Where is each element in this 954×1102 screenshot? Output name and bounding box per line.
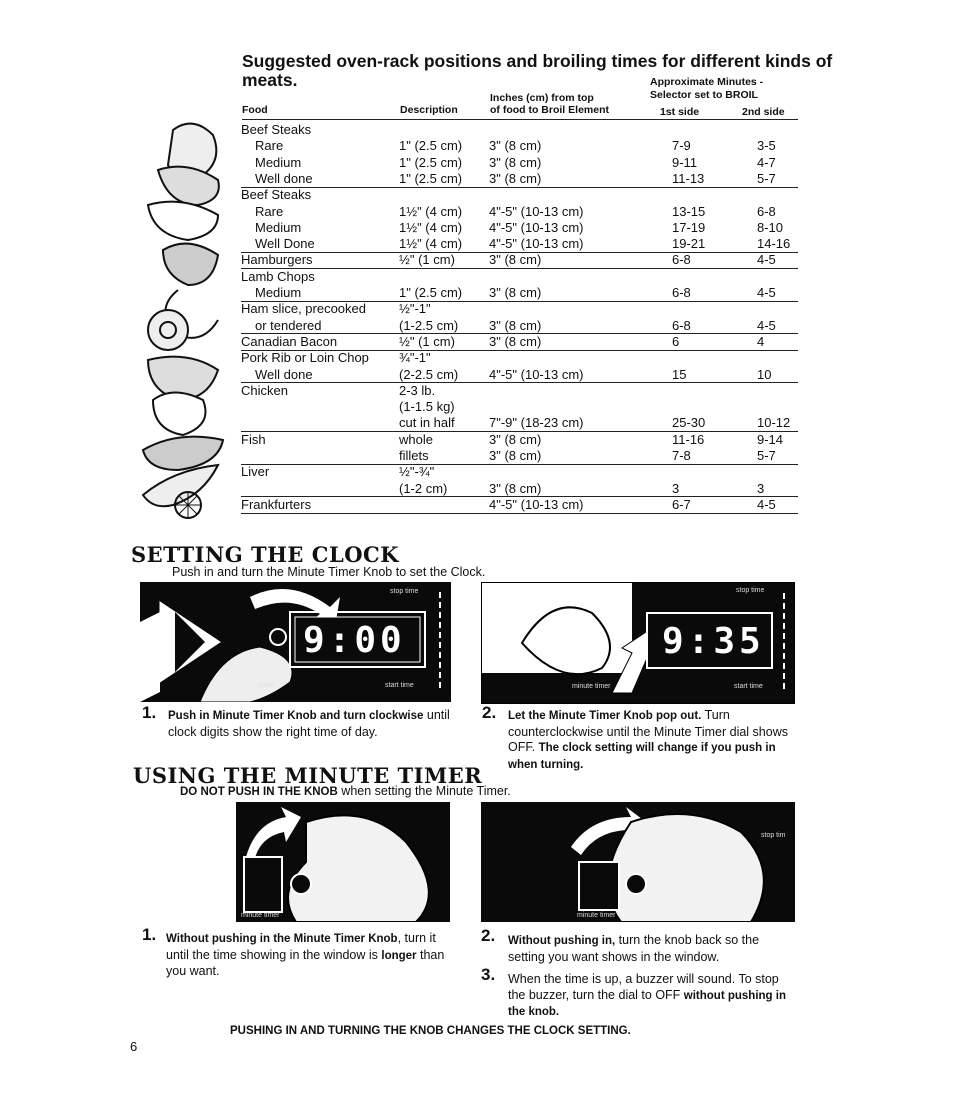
table-cell-inches: 3" (8 cm) — [489, 170, 542, 186]
table-cell-inches: 3" (8 cm) — [489, 333, 542, 349]
timer-label-1: timer — [258, 682, 274, 689]
table-cell-food: Lamb Chops — [241, 268, 315, 284]
table-cell-inches: 3" (8 cm) — [489, 252, 542, 268]
table-cell-second: 9-14 — [757, 431, 784, 447]
timer-step-1-text: Without pushing in the Minute Timer Knob, turn it until the time showing in the window is longer than you want. — [166, 931, 445, 978]
table-cell-desc: cut in half — [399, 415, 455, 431]
table-row-divider — [241, 268, 798, 269]
table-cell-desc: (2-2.5 cm) — [399, 366, 459, 382]
table-cell-food: Canadian Bacon — [241, 333, 338, 349]
table-cell-second: 3-5 — [757, 138, 776, 154]
stop-time-label-1: stop time — [390, 588, 419, 595]
col-inches-header-line1: Inches (cm) from top — [490, 92, 594, 104]
table-cell-second: 14-16 — [757, 236, 791, 252]
table-cell-second: 10-12 — [757, 415, 791, 431]
table-cell-first: 9-11 — [672, 154, 698, 170]
table-cell-first: 6-8 — [672, 317, 691, 333]
table-cell-food: Rare — [255, 138, 284, 154]
table-cell-second: 5-7 — [757, 448, 776, 463]
table-cell-inches: 7"-9" (18-23 cm) — [489, 415, 584, 431]
clock-display-1: 9:00 — [303, 620, 406, 661]
table-cell-desc: 1½" (4 cm) — [399, 219, 463, 235]
setting-clock-heading: SETTING THE CLOCK — [131, 542, 399, 567]
table-cell-first: 17-19 — [672, 219, 706, 235]
table-cell-second: 10 — [757, 366, 772, 382]
table-cell-inches: 3" (8 cm) — [489, 154, 542, 170]
table-cell-inches: 4"-5" (10-13 cm) — [489, 496, 584, 512]
table-cell-second: 4-5 — [757, 317, 776, 333]
table-cell-second: 4 — [757, 333, 765, 349]
table-cell-food: Medium — [255, 219, 302, 235]
table-cell-second: 6-8 — [757, 203, 776, 219]
table-cell-food: or tendered — [255, 317, 322, 333]
table-cell-first: 11-13 — [672, 170, 705, 186]
table-cell-second: 8-10 — [757, 219, 784, 235]
table-cell-food: Medium — [255, 285, 302, 300]
table-cell-desc: ½"-¾" — [399, 464, 435, 480]
timer-panel-2-label: minute timer — [577, 912, 616, 919]
table-cell-desc: 1½" (4 cm) — [399, 236, 463, 252]
timer-step-3-text: When the time is up, a buzzer will sound. To stop the buzzer, turn the dial to OFF without pushing in the knob. — [508, 972, 786, 1018]
table-cell-second: 4-5 — [757, 285, 776, 300]
table-cell-food: Liver — [241, 464, 270, 480]
table-cell-food: Well done — [255, 170, 313, 186]
table-cell-first: 25-30 — [672, 415, 706, 431]
timer-panel-1 — [236, 802, 450, 922]
table-cell-inches: 3" (8 cm) — [489, 480, 542, 496]
clock-step-1-number: 1. — [142, 703, 157, 722]
table-cell-first: 3 — [672, 480, 680, 496]
table-cell-inches: 3" (8 cm) — [489, 285, 542, 300]
table-cell-first: 15 — [672, 366, 687, 382]
table-cell-desc: 1" (2.5 cm) — [399, 170, 463, 186]
table-cell-inches: 4"-5" (10-13 cm) — [489, 203, 584, 219]
table-cell-food: Ham slice, precooked — [241, 301, 366, 317]
table-cell-inches: 3" (8 cm) — [489, 317, 542, 333]
table-cell-desc: 1" (2.5 cm) — [399, 285, 463, 300]
table-cell-desc: ½"-1" — [399, 301, 431, 317]
clock-step-2-text: Let the Minute Timer Knob pop out. Turn counterclockwise until the Minute Timer dial shows OFF. The clock setting will change if you push in when turning. — [508, 708, 788, 771]
setting-clock-intro: Push in and turn the Minute Timer Knob to set the Clock. — [172, 565, 486, 579]
table-row-divider — [241, 464, 798, 465]
table-cell-second: 4-5 — [757, 496, 776, 512]
col-second-side-header: 2nd side — [742, 106, 785, 118]
table-cell-first: 6 — [672, 333, 680, 349]
table-cell-inches: 4"-5" (10-13 cm) — [489, 219, 584, 235]
table-cell-inches: 3" (8 cm) — [489, 138, 542, 154]
start-time-label-2: start time — [734, 683, 763, 690]
table-cell-food: Fish — [241, 431, 266, 447]
timer-panel-2-stop-time: stop tim — [761, 832, 786, 839]
table-cell-desc: 1½" (4 cm) — [399, 203, 463, 219]
table-cell-inches: 3" (8 cm) — [489, 448, 542, 463]
clock-step-1-text: Push in Minute Timer Knob and turn clockwise until clock digits show the right time of day. — [168, 708, 450, 739]
table-cell-first: 6-8 — [672, 285, 691, 300]
table-cell-inches: 4"-5" (10-13 cm) — [489, 366, 584, 382]
page-number: 6 — [130, 1039, 138, 1054]
col-food-header: Food — [242, 104, 268, 116]
minute-timer-label-2: minute timer — [572, 683, 611, 690]
table-cell-food: Well done — [255, 366, 313, 382]
table-row-divider — [241, 382, 798, 383]
page-title: Suggested oven-rack positions and broiling times for different kinds of meats. — [242, 51, 833, 90]
table-cell-food: Frankfurters — [241, 496, 312, 512]
clock-panel-1 — [140, 582, 451, 702]
table-cell-inches: 3" (8 cm) — [489, 431, 542, 447]
table-cell-food: Rare — [255, 203, 284, 219]
timer-panel-1-label: minute timer — [241, 912, 280, 919]
table-cell-desc: (1-1.5 kg) — [399, 399, 455, 415]
table-cell-desc: fillets — [399, 448, 429, 463]
table-cell-second: 5-7 — [757, 170, 776, 186]
timer-step-2-number: 2. — [481, 926, 496, 945]
table-cell-desc: ½" (1 cm) — [399, 252, 455, 268]
table-cell-desc: 1" (2.5 cm) — [399, 154, 463, 170]
table-cell-desc: (1-2.5 cm) — [399, 317, 459, 333]
table-cell-desc: 1" (2.5 cm) — [399, 138, 463, 154]
col-inches-header-line2: of food to Broil Element — [490, 104, 609, 116]
col-first-side-header: 1st side — [660, 106, 700, 118]
timer-step-1-number: 1. — [142, 925, 157, 944]
minute-timer-heading: USING THE MINUTE TIMER — [133, 763, 483, 788]
table-row-divider — [241, 513, 798, 514]
table-cell-desc: ½" (1 cm) — [399, 333, 455, 349]
table-cell-first: 13-15 — [672, 203, 706, 219]
table-cell-food: Pork Rib or Loin Chop — [241, 350, 369, 366]
table-cell-food: Hamburgers — [241, 252, 313, 268]
table-cell-second: 4-7 — [757, 154, 776, 170]
timer-panel-2 — [481, 802, 795, 922]
stop-time-label-2: stop time — [736, 587, 765, 594]
table-cell-inches: 4"-5" (10-13 cm) — [489, 236, 584, 252]
col-approx-header-line2: Selector set to BROIL — [650, 89, 758, 101]
table-cell-food: Beef Steaks — [241, 187, 312, 203]
col-approx-header-line1: Approximate Minutes - — [650, 76, 764, 88]
table-cell-food: Medium — [255, 154, 302, 170]
table-cell-desc: ¾"-1" — [399, 350, 431, 366]
clock-display-2: 9:35 — [662, 621, 765, 662]
table-cell-second: 4-5 — [757, 252, 776, 268]
table-cell-first: 11-16 — [672, 431, 705, 447]
table-cell-food: Beef Steaks — [241, 122, 312, 137]
table-cell-first: 7-9 — [672, 138, 691, 154]
timer-step-2-text: Without pushing in, turn the knob back so the setting you want shows in the window. — [508, 933, 760, 964]
footer-warning: PUSHING IN AND TURNING THE KNOB CHANGES THE CLOCK SETTING. — [230, 1025, 631, 1037]
table-cell-food: Well Done — [255, 236, 315, 252]
start-time-label-1: start time — [385, 682, 414, 689]
table-cell-desc: whole — [399, 431, 433, 447]
col-description-header: Description — [400, 104, 458, 116]
table-cell-food: Chicken — [241, 382, 288, 398]
clock-step-2-number: 2. — [482, 703, 497, 722]
table-cell-desc: 2-3 lb. — [399, 382, 436, 398]
table-cell-desc: (1-2 cm) — [399, 480, 448, 496]
table-cell-second: 3 — [757, 480, 765, 496]
table-cell-first: 6-8 — [672, 252, 691, 268]
table-row-divider — [241, 187, 798, 188]
table-cell-first: 7-8 — [672, 448, 691, 463]
timer-step-3-number: 3. — [481, 965, 496, 984]
clock-panel-2 — [481, 582, 795, 704]
table-cell-first: 6-7 — [672, 496, 691, 512]
table-cell-first: 19-21 — [672, 236, 706, 252]
minute-timer-intro: DO NOT PUSH IN THE KNOB when setting the Minute Timer. — [180, 784, 511, 798]
meats-illustration — [138, 110, 238, 530]
